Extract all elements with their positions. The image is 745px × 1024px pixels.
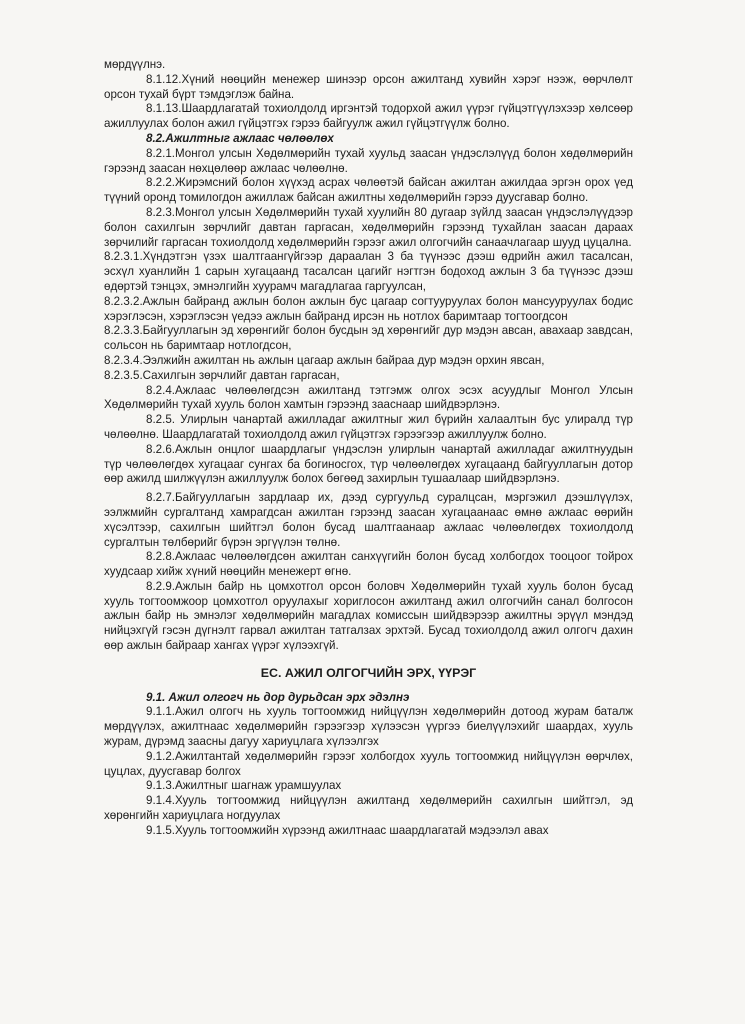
paragraph-8-2-5: 8.2.5. Улирлын чанартай ажилладаг ажилтныг жил бүрийн халаалтын бус улиралд түр чөлөөлнө. Шаардлагатай тохиолдолд ажил гүйцэтгэх гэрээгээр ажиллуулж болно. [104,413,633,441]
paragraph-9-1-4: 9.1.4.Хууль тогтоомжид нийцүүлэн ажилтанд хөдөлмөрийн сахилгын шийтгэл, эд хөрөнгийн хариуцлага ногдуулах [104,794,633,823]
paragraph-8-2-3-4: 8.2.3.4.Ээлжийн ажилтан нь ажлын цагаар ажлын байраа дур мэдэн орхин явсан, [104,353,545,367]
paragraph-8-2-8: 8.2.8.Ажлаас чөлөөлөгдсөн ажилтан санхүүгийн болон бусад холбогдох тооцоог тойрох хуудсаар хийж хүний нөөцийн менежерт өгнө. [104,550,633,579]
paragraph-8-2-3-3: 8.2.3.3.Байгууллагын эд хөрөнгийг болон бусдын эд хөрөнгийг дур мэдэн авсан, авахаар завдсан, сольсон нь баримтаар нотлогдсон, [104,324,633,353]
paragraph-9-1-5: 9.1.5.Хууль тогтоомжийн хүрээнд ажилтнаас шаардлагатай мэдээлэл авах [146,823,549,837]
paragraph-9-1-2: 9.1.2.Ажилтантай хөдөлмөрийн гэрээг холбогдох хууль тогтоомжид нийцүүлэн өөрчлөх, цуцлах, дуусгавар болгох [104,749,633,778]
paragraph-8-2-6: 8.2.6.Ажлын онцлог шаардлагыг үндэслэн улирлын чанартай ажилладаг ажилтнуудын түр чөлөөлөгдөх хугацааг сунгах ба богиносгох, түр чөлөөлөгдөх хугацаанд байгууллагын дотор өөр ажилд шилжүүлэн ажиллуулж болох бөгөөд захирлын тушаалаар шийдвэрлэнэ. [104,442,633,486]
paragraph-8-1-12: 8.1.12.Хүний нөөцийн менежер шинээр орсон ажилтанд хувийн хэрэг нээж, өөрчлөлт орсон тухай бүрт тэмдэглэж байна. [104,72,633,101]
section-heading-9-1: 9.1. Ажил олгогч нь дор дурьдсан эрх эдэлнэ [146,690,410,704]
paragraph-continuation: мөрдүүлнэ. [104,58,166,71]
paragraph-8-2-2: 8.2.2.Жирэмсний болон хүүхэд асрах чөлөөтэй байсан ажилтан ажилдаа эргэн орох үед түүний оронд томилогдон ажиллаж байсан ажилтны хөдөлмөрийн гэрээ дуусгавар болно. [104,176,633,205]
paragraph-8-2-3-1: 8.2.3.1.Хүндэтгэн үзэх шалтгаангүйгээр дараалан 3 ба түүнээс дээш өдрийн ажил тасалсан, эсхүл хуанлийн 1 сарын хугацаанд тасалсан цагийг нэгтгэн бодоход ажлын 3 ба түүнээс дээш өдөртэй тэнцэх, эмнэлгийн хуурамч магадлагаа гаргуулсан, [104,250,633,293]
section-heading-8-2: 8.2.Ажилтныг ажлаас чөлөөлөх [146,131,334,145]
paragraph-9-1-1: 9.1.1.Ажил олгогч нь хууль тогтоомжид нийцүүлэн хөдөлмөрийн дотоод журам баталж мөрдүүлэх, ажилтнаас хөдөлмөрийн гэрээгээр хүлээсэн үүргээ биелүүлэхийг шаардах, хууль журам, дүрэмд заасны дагуу хариуцлага хүлээлгэх [104,705,633,749]
paragraph-8-2-3-5: 8.2.3.5.Сахилгын зөрчлийг давтан гаргасан, [104,368,340,382]
paragraph-8-2-1: 8.2.1.Монгол улсын Хөдөлмөрийн тухай хуульд заасан үндэслэлүүд болон хөдөлмөрийн гэрээнд заасан нөхцөлөөр ажлаас чөлөөлнө. [104,146,633,175]
paragraph-8-2-3: 8.2.3.Монгол улсын Хөдөлмөрийн тухай хуулийн 80 дугаар зүйлд заасан үндэслэлүүдээр болон сахилгын зөрчлийг давтан гаргасан, хөдөлмөрийн гэрээнд тухайлан заасан дараах зөрчилийг гаргасан тохиолдолд хөдөлмөрийн гэрээг ажил олгогчийн санаачлагаар шууд цуцална. [104,205,633,249]
chapter-title-9: ЕС. АЖИЛ ОЛГОГЧИЙН ЭРХ, ҮҮРЭГ [260,665,477,680]
paragraph-8-2-9: 8.2.9.Ажлын байр нь цомхотгол орсон боловч Хөдөлмөрийн тухай хууль болон бусад хууль тогтоомжоор цомхотгол оруулахыг хориглосон ажилтанд ажил олгогчийн санал болгосон ажлын байр нь эмнэлэг хөдөлмөрийн магадлах комиссын шийдвэрээр ажилтны эрүүл мэндэд нийцэхгүй гэсэн дүгнэлт гарвал ажилтан татгалзах эрхтэй. Бусад тохиолдолд ажил олгогч дахин өөр ажлын байраар хангах үүрэг хүлээхгүй. [104,579,633,653]
paragraph-8-1-13: 8.1.13.Шаардлагатай тохиолдолд иргэнтэй тодорхой ажил үүрэг гүйцэтгүүлэхээр хөлсөөр ажиллуулах болон ажил гүйцэтгэх гэрээ байгуулж ажил гүйцэтгүүлж болно. [104,102,633,131]
paragraph-8-2-4: 8.2.4.Ажлаас чөлөөлөгдсэн ажилтанд тэтгэмж олгох эсэх асуудлыг Монгол Улсын Хөдөлмөрийн тухай хууль болон хамтын гэрээнд зааснаар шийдвэрлэнэ. [104,383,633,412]
paragraph-9-1-3: 9.1.3.Ажилтныг шагнаж урамшуулах [146,779,342,793]
paragraph-8-2-7: 8.2.7.Байгууллагын зардлаар их, дээд сургуульд суралцсан, мэргэжил дээшлүүлэх, ээлжмийн сургалтанд хамрагдсан ажилтан гэрээнд заасан хугацаанаас өмнө ажлаас өөрийн хүсэлтээр, сахилгын шийтгэл болон бусад шалтгаанаар ажлаас чөлөөлөгдөх тохиолдолд сургалтын төлбөрийг бүрэн эргүүлэн төлнө. [104,491,633,549]
paragraph-8-2-3-2: 8.2.3.2.Ажлын байранд ажлын болон ажлын бус цагаар согтууруулах болон мансууруулах бодис хэрэглэсэн, хэрэглэсэн үедээ ажлын байранд ирсэн нь нотлох баримтаар тогтоогдсон [104,294,633,323]
